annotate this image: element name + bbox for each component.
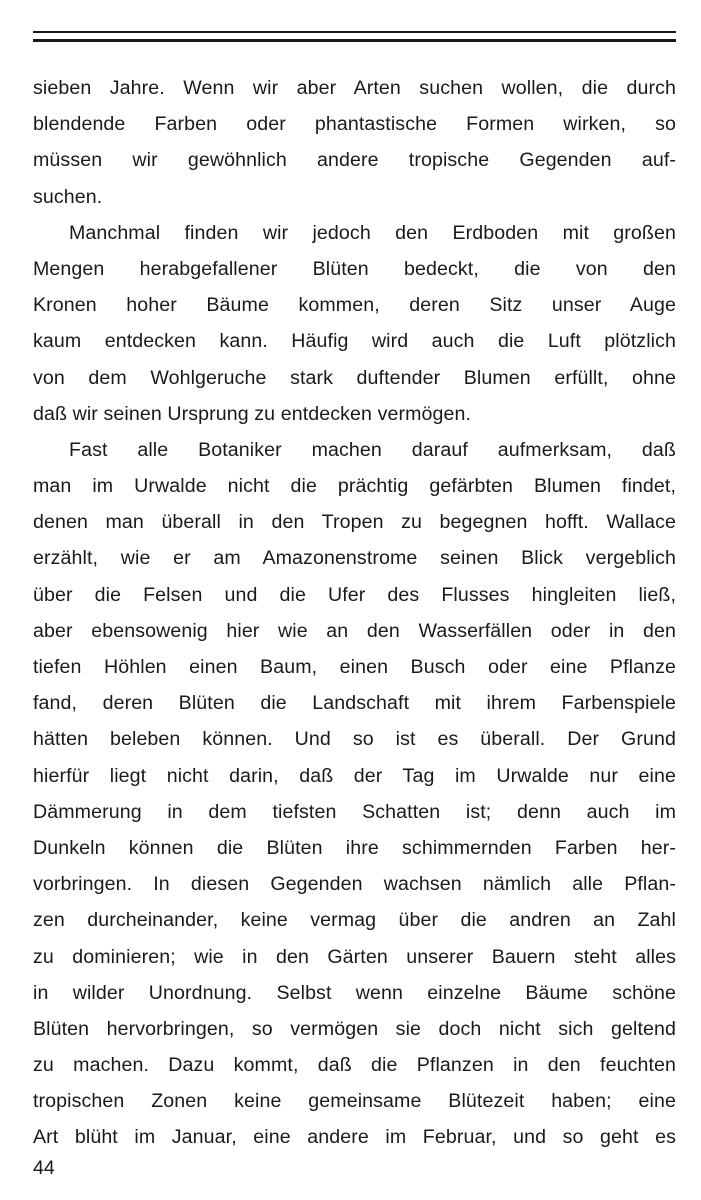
text-line: müssen wir gewöhnlich andere tropische Gegenden auf- — [33, 149, 676, 172]
paragraph-1 — [33, 70, 676, 215]
text-line: zen durcheinander, keine vermag über die andren an Zahl — [33, 909, 676, 932]
text-line: suchen. — [33, 185, 103, 208]
paragraph-3 — [33, 432, 676, 1156]
text-line: Fast alle Botaniker machen darauf aufmerksam, daß — [69, 438, 676, 461]
header-rule-bottom — [33, 39, 676, 42]
paragraph-2 — [33, 215, 676, 432]
text-line: über die Felsen und die Ufer des Flusses hingleiten ließ, — [33, 583, 676, 606]
text-line: aber ebensowenig hier wie an den Wasserfällen oder in den — [33, 619, 676, 642]
text-line: Blüten hervorbringen, so vermögen sie doch nicht sich geltend — [33, 1017, 676, 1040]
text-line: Art blüht im Januar, eine andere im Februar, und so geht es — [33, 1126, 676, 1149]
body-text — [33, 70, 676, 1156]
text-line: zu dominieren; wie in den Gärten unserer Bauern steht alles — [33, 945, 676, 968]
text-line: daß wir seinen Ursprung zu entdecken vermögen. — [33, 402, 472, 425]
text-line: Kronen hoher Bäume kommen, deren Sitz unser Auge — [33, 294, 676, 317]
text-line: erzählt, wie er am Amazonenstrome seinen Blick vergeblich — [33, 547, 676, 570]
text-line: tropischen Zonen keine gemeinsame Blütezeit haben; eine — [33, 1090, 676, 1113]
page-number: 44 — [33, 1157, 55, 1179]
text-line: hierfür liegt nicht darin, daß der Tag im Urwalde nur eine — [33, 764, 676, 787]
text-line: blendende Farben oder phantastische Formen wirken, so — [33, 113, 676, 136]
text-line: Dämmerung in dem tiefsten Schatten ist; denn auch im — [33, 800, 676, 823]
text-line: vorbringen. In diesen Gegenden wachsen nämlich alle Pflan- — [33, 873, 676, 896]
text-line: Manchmal finden wir jedoch den Erdboden mit großen — [69, 221, 676, 244]
text-line: von dem Wohlgeruche stark duftender Blumen erfüllt, ohne — [33, 366, 676, 389]
text-line: hätten beleben können. Und so ist es überall. Der Grund — [33, 728, 676, 751]
text-line: kaum entdecken kann. Häufig wird auch die Luft plötzlich — [33, 330, 676, 353]
text-line: fand, deren Blüten die Landschaft mit ihrem Farbenspiele — [33, 692, 676, 715]
text-line: tiefen Höhlen einen Baum, einen Busch oder eine Pflanze — [33, 656, 676, 678]
header-rule-top — [33, 31, 676, 33]
text-line: Mengen herabgefallener Blüten bedeckt, die von den — [33, 257, 676, 280]
text-line: zu machen. Dazu kommt, daß die Pflanzen in den feuchten — [33, 1054, 676, 1077]
text-line: Dunkeln können die Blüten ihre schimmernden Farben her- — [33, 836, 676, 859]
text-line: sieben Jahre. Wenn wir aber Arten suchen wollen, die durch — [33, 77, 676, 99]
text-line: denen man überall in den Tropen zu begegnen hofft. Wallace — [33, 511, 676, 534]
text-line: in wilder Unordnung. Selbst wenn einzelne Bäume schöne — [33, 981, 676, 1004]
text-line: man im Urwalde nicht die prächtig gefärbten Blumen findet, — [33, 475, 676, 498]
